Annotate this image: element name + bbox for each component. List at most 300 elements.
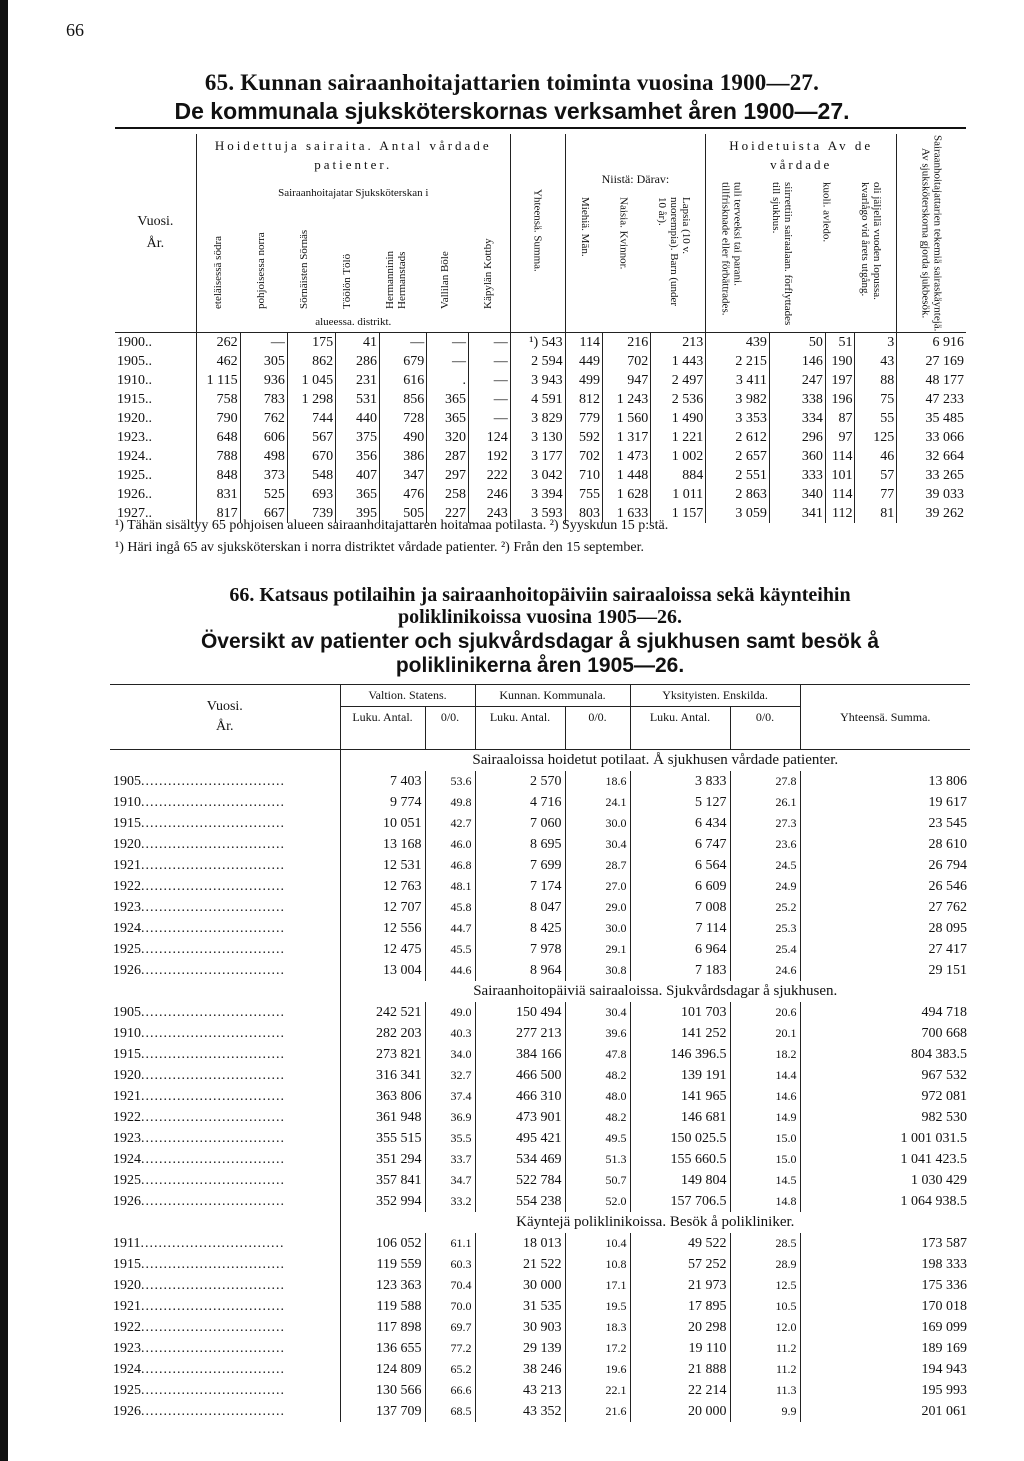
table-cell: 982 530	[921, 1110, 968, 1125]
t66-total-header: Yhteensä. Summa.	[840, 709, 931, 724]
table-cell: 1 473	[602, 447, 650, 466]
table-cell: 25.3	[730, 918, 800, 939]
table-cell: 439	[706, 333, 770, 353]
row-year	[110, 1044, 340, 1065]
table-cell: 47 233	[925, 392, 964, 407]
table-cell: 365	[427, 390, 469, 409]
table-cell: 466 500	[475, 1065, 565, 1086]
table-cell: 758	[196, 390, 240, 409]
table-cell: 407	[336, 466, 380, 485]
row-year: 1915..	[115, 390, 196, 409]
table-cell: 231	[336, 371, 380, 390]
table-cell: 1 317	[602, 428, 650, 447]
table-cell: 14.8	[730, 1191, 800, 1212]
leader-dots: ................................	[141, 816, 285, 831]
table-cell: 25.4	[730, 939, 800, 960]
table-cell: 30.0	[565, 813, 630, 834]
table66-row	[110, 1170, 970, 1191]
table-cell: 334	[769, 409, 825, 428]
table66-row	[110, 960, 970, 981]
leader-dots: ................................	[141, 1341, 285, 1356]
row-year	[110, 1317, 340, 1338]
row-year	[110, 876, 340, 897]
table65-row	[115, 485, 966, 504]
table-cell: 12 556	[340, 918, 425, 939]
table65-body	[115, 333, 966, 524]
table-cell: 1 221	[651, 428, 706, 447]
table-cell: 1 633	[602, 504, 650, 523]
table-cell: 23.6	[730, 834, 800, 855]
table-cell: 12.0	[730, 1317, 800, 1338]
table-cell: 44.6	[425, 960, 475, 981]
table-cell: 198 333	[921, 1257, 968, 1272]
table-cell: 34.0	[425, 1044, 475, 1065]
table-cell: 728	[380, 409, 427, 428]
row-year	[110, 1170, 340, 1191]
table-cell: 29.0	[565, 897, 630, 918]
table-cell: 36.9	[425, 1107, 475, 1128]
leader-dots: ................................	[141, 942, 285, 957]
outcome-header	[706, 134, 897, 333]
table-cell: 48.2	[565, 1065, 630, 1086]
row-year: 1920..	[115, 409, 196, 428]
table-cell: 10.4	[565, 1233, 630, 1254]
table-cell: 10 051	[340, 813, 425, 834]
table-cell: 1 011	[651, 485, 706, 504]
table-cell: 1 002	[651, 447, 706, 466]
table-cell: 606	[240, 428, 287, 447]
row-year: 1925..	[115, 466, 196, 485]
row-year-label: 1922	[113, 1320, 141, 1335]
table-cell: 68.5	[425, 1401, 475, 1422]
row-year-label: 1924	[113, 1152, 141, 1167]
leader-dots: ................................	[141, 774, 285, 789]
nurse-district-header	[196, 134, 510, 333]
table-cell: 2 570	[475, 771, 565, 792]
table-cell: 466 310	[475, 1086, 565, 1107]
table-cell: 23 545	[928, 816, 968, 831]
table-cell: 119 559	[340, 1254, 425, 1275]
leader-dots: ................................	[141, 1194, 285, 1209]
table-cell: —	[468, 352, 510, 371]
table-cell: 29.1	[565, 939, 630, 960]
table-cell: 14.5	[730, 1170, 800, 1191]
table-cell: 13 004	[340, 960, 425, 981]
row-year-label: 1921	[113, 1299, 141, 1314]
col-women: Naisia. Kvinnor.	[617, 197, 630, 270]
table-cell: 286	[336, 352, 380, 371]
table-cell: 340	[769, 485, 825, 504]
table-cell: 19 110	[630, 1338, 730, 1359]
table-cell: 679	[380, 352, 427, 371]
table-cell: 26 546	[928, 879, 968, 894]
table-cell: 8 964	[475, 960, 565, 981]
table-cell: 856	[380, 390, 427, 409]
table-cell: 88	[855, 371, 897, 390]
table-cell: 247	[769, 371, 825, 390]
t66-municipal-header: Kunnan. Kommunala.	[475, 685, 630, 707]
leader-dots: ................................	[141, 1026, 285, 1041]
table-cell: 53.6	[425, 771, 475, 792]
table-cell: 7 060	[475, 813, 565, 834]
table-cell: 43	[855, 352, 897, 371]
table-cell: 39 033	[925, 487, 964, 502]
table-cell: 2 594	[510, 352, 565, 371]
table-cell: 10.8	[565, 1254, 630, 1275]
district-columns	[197, 209, 510, 309]
table-cell: 12 531	[340, 855, 425, 876]
leader-dots: ................................	[141, 1278, 285, 1293]
table-cell: 779	[565, 409, 602, 428]
table66-row	[110, 1149, 970, 1170]
leader-dots: ................................	[141, 1383, 285, 1398]
table-cell: 762	[240, 409, 287, 428]
leader-dots: ................................	[141, 837, 285, 852]
region-footer-header: alueessa. distrikt.	[315, 316, 392, 328]
table-cell: 114	[565, 333, 602, 353]
table66-row	[110, 918, 970, 939]
table-cell: 141 252	[630, 1023, 730, 1044]
table-cell: 28.9	[730, 1254, 800, 1275]
t66-private-header: Yksityisten. Enskilda.	[630, 685, 800, 707]
table-cell: 29 151	[928, 963, 968, 978]
table-cell: 77	[855, 485, 897, 504]
row-year-label: 1905	[113, 1005, 141, 1020]
table-cell: 755	[565, 485, 602, 504]
table-cell: 75	[855, 390, 897, 409]
table-cell: 50.7	[565, 1170, 630, 1191]
table-cell: 7 008	[630, 897, 730, 918]
row-year-label: 1926	[113, 1194, 141, 1209]
table-cell: 6 434	[630, 813, 730, 834]
table66-row	[110, 792, 970, 813]
table-cell: —	[427, 352, 469, 371]
row-year-label: 1923	[113, 900, 141, 915]
t66-year-sv: År.	[216, 719, 234, 734]
table-cell: 45.8	[425, 897, 475, 918]
table-cell: 12 707	[340, 897, 425, 918]
table-cell: 338	[769, 390, 825, 409]
table-cell: 28.7	[565, 855, 630, 876]
table66-row	[110, 939, 970, 960]
table-cell: 1 448	[602, 466, 650, 485]
section-title: Sairaaloissa hoidetut potilaat. Å sjukhusen vårdade patienter.	[472, 752, 839, 768]
table-cell: 1 041 423.5	[900, 1152, 968, 1167]
leader-dots: ................................	[141, 1320, 285, 1335]
table-cell: 804 383.5	[911, 1047, 968, 1062]
table-cell: 52.0	[565, 1191, 630, 1212]
table-cell: —	[468, 390, 510, 409]
table-cell: 40.3	[425, 1023, 475, 1044]
leader-dots: ................................	[141, 1152, 285, 1167]
table-cell: 43 213	[475, 1380, 565, 1401]
row-year	[110, 1338, 340, 1359]
table-cell: 12 475	[340, 939, 425, 960]
table-cell: 9.9	[730, 1401, 800, 1422]
table-cell: 106 052	[340, 1233, 425, 1254]
table-cell: 967 532	[921, 1068, 968, 1083]
table-cell: 30.4	[565, 834, 630, 855]
table-cell: 297	[427, 466, 469, 485]
table-cell: 355 515	[340, 1128, 425, 1149]
table-cell: 49.8	[425, 792, 475, 813]
table-cell: 35.5	[425, 1128, 475, 1149]
table-cell: 57 252	[630, 1254, 730, 1275]
table66-row	[110, 1002, 970, 1023]
table-cell: ¹) 543	[510, 333, 565, 353]
table-cell: 48.1	[425, 876, 475, 897]
leader-dots: ................................	[141, 1089, 285, 1104]
leader-dots: ................................	[141, 1404, 285, 1419]
table-cell: 1 298	[287, 390, 335, 409]
table-cell: 462	[196, 352, 240, 371]
row-year	[110, 1296, 340, 1317]
col-south: eteläisessä södra	[212, 236, 225, 309]
table65-top-rule	[115, 127, 966, 129]
table-cell: 49 522	[630, 1233, 730, 1254]
table-cell: 30.4	[565, 1002, 630, 1023]
table-cell: 31 535	[475, 1296, 565, 1317]
table-cell: 216	[602, 333, 650, 353]
row-year-label: 1915	[113, 1047, 141, 1062]
row-year	[110, 1233, 340, 1254]
table66-row	[110, 1401, 970, 1422]
table-cell: 49.0	[425, 1002, 475, 1023]
table-cell: 213	[651, 333, 706, 353]
row-year	[110, 1065, 340, 1086]
table-cell: 2 536	[651, 390, 706, 409]
table-cell: 15.0	[730, 1128, 800, 1149]
table-cell: 20.1	[730, 1023, 800, 1044]
table-cell: 227	[427, 504, 469, 523]
table-cell: 3 593	[510, 504, 565, 523]
of-which-label: Niistä: Därav:	[601, 172, 670, 186]
table-cell: 195 993	[921, 1383, 968, 1398]
table-cell: 884	[651, 466, 706, 485]
table-cell: 47.8	[565, 1044, 630, 1065]
table-cell: 702	[565, 447, 602, 466]
table-cell: 440	[336, 409, 380, 428]
table-cell: 6 609	[630, 876, 730, 897]
row-year-label: 1911	[113, 1236, 141, 1251]
table-cell: 60.3	[425, 1254, 475, 1275]
table-cell: 157 706.5	[630, 1191, 730, 1212]
row-year	[110, 1002, 340, 1023]
table-cell: 6 747	[630, 834, 730, 855]
table66-row	[110, 1086, 970, 1107]
t66-state-pct: 0/0.	[425, 707, 475, 729]
table-cell: 77.2	[425, 1338, 475, 1359]
table-cell: 803	[565, 504, 602, 523]
table-cell: 11.2	[730, 1338, 800, 1359]
t66-mun-pct: 0/0.	[565, 707, 630, 729]
table-cell: 197	[825, 371, 855, 390]
table66-row	[110, 1359, 970, 1380]
of-which-columns	[566, 197, 706, 307]
table-cell: 170 018	[921, 1299, 968, 1314]
table-cell: 14.9	[730, 1107, 800, 1128]
table-cell: 28 610	[928, 837, 968, 852]
table66-row	[110, 834, 970, 855]
table-cell: 24.1	[565, 792, 630, 813]
table-cell: 20.6	[730, 1002, 800, 1023]
table-cell: 316 341	[340, 1065, 425, 1086]
row-year-label: 1920	[113, 1278, 141, 1293]
table-cell: —	[427, 333, 469, 353]
table-cell: 14.4	[730, 1065, 800, 1086]
table-cell: 20 000	[630, 1401, 730, 1422]
table65	[115, 134, 966, 523]
table-cell: 352 994	[340, 1191, 425, 1212]
row-year-label: 1922	[113, 1110, 141, 1125]
table-cell: 130 566	[340, 1380, 425, 1401]
section-title: Sairaanhoitopäiviä sairaaloissa. Sjukvårdsdagar å sjukhusen.	[473, 983, 838, 999]
year-header-fi: Vuosi.	[137, 214, 174, 229]
table66-row	[110, 1191, 970, 1212]
t66-state-number: Luku. Antal.	[340, 707, 425, 729]
table-cell: 1 560	[602, 409, 650, 428]
row-year	[110, 1191, 340, 1212]
table-cell: 548	[287, 466, 335, 485]
table-cell: 505	[380, 504, 427, 523]
table-cell: 169 099	[921, 1320, 968, 1335]
table-cell: 3 177	[510, 447, 565, 466]
table66-row	[110, 1128, 970, 1149]
col-remaining: oli jäljellä vuoden lopussa. kvarlågo vid årets utgång.	[858, 182, 883, 300]
table-cell: 28 095	[928, 921, 968, 936]
leader-dots: ................................	[141, 1110, 285, 1125]
table-cell: 17.2	[565, 1338, 630, 1359]
table-cell: 61.1	[425, 1233, 475, 1254]
table-cell: 194 943	[921, 1362, 968, 1377]
row-year	[110, 1359, 340, 1380]
table-cell: 175 336	[921, 1278, 968, 1293]
table-cell: 375	[336, 428, 380, 447]
table-cell: 43 352	[475, 1401, 565, 1422]
col-tolo: Töölön Tölö	[341, 253, 354, 309]
leader-dots: ................................	[141, 1362, 285, 1377]
row-year-label: 1925	[113, 1173, 141, 1188]
table-cell: 26 794	[928, 858, 968, 873]
table-cell: 667	[240, 504, 287, 523]
table-cell: 30.0	[565, 918, 630, 939]
t66-year-fi: Vuosi.	[206, 699, 243, 714]
table66-row	[110, 1380, 970, 1401]
table-cell: 11.3	[730, 1380, 800, 1401]
year-header-sv: År.	[146, 236, 165, 251]
table66	[110, 684, 970, 1422]
table65-row	[115, 333, 966, 353]
table-cell: 592	[565, 428, 602, 447]
table-cell: 22 214	[630, 1380, 730, 1401]
row-year-label: 1910	[113, 1026, 141, 1041]
outcome-columns	[706, 182, 896, 332]
table-cell: 525	[240, 485, 287, 504]
table-cell: 473 901	[475, 1107, 565, 1128]
t66-priv-pct: 0/0.	[730, 707, 800, 729]
table-cell: 44.7	[425, 918, 475, 939]
table-cell: 149 804	[630, 1170, 730, 1191]
table-cell: 1 243	[602, 390, 650, 409]
row-year	[110, 1254, 340, 1275]
col-kottby: Käpylän Kottby	[482, 238, 495, 309]
t66-state-header: Valtion. Statens.	[340, 685, 475, 707]
table-cell: 243	[468, 504, 510, 523]
col-north: pohjoisessa norra	[255, 232, 268, 309]
col-recovered: tuli terveeksi tai parani. tillfrisknade eller förbättrades.	[719, 182, 744, 316]
leader-dots: ................................	[141, 1068, 285, 1083]
table-cell: 648	[196, 428, 240, 447]
table-cell: 7 403	[340, 771, 425, 792]
table-cell: 744	[287, 409, 335, 428]
table-cell: 7 978	[475, 939, 565, 960]
table-cell: 189 169	[921, 1341, 968, 1356]
table-cell: 123 363	[340, 1275, 425, 1296]
table65-footnote-sv: ¹) Häri ingå 65 av sjuksköterskan i norra distriktet vårdade patienter. ²) Från den 15 september.	[115, 540, 644, 555]
row-year: 1923..	[115, 428, 196, 447]
col-sornas: Sörnäisten Sörnäs	[298, 229, 311, 309]
row-year-label: 1925	[113, 1383, 141, 1398]
table-cell: 693	[287, 485, 335, 504]
table-cell: 3 943	[510, 371, 565, 390]
table-cell: 333	[769, 466, 825, 485]
table-cell: 8 047	[475, 897, 565, 918]
t66-mun-number: Luku. Antal.	[475, 707, 565, 729]
table-cell: 3 130	[510, 428, 565, 447]
table-cell: 35 485	[925, 411, 964, 426]
table-cell: 710	[565, 466, 602, 485]
table-cell: 341	[769, 504, 825, 523]
table-cell: 357 841	[340, 1170, 425, 1191]
table-cell: 13 168	[340, 834, 425, 855]
col-bole: Vallilan Böle	[439, 251, 452, 309]
row-year: 1910..	[115, 371, 196, 390]
row-year-label: 1923	[113, 1131, 141, 1146]
col-children: Lapsia (10 v. nuorempia). Barn (under 10 år).	[655, 197, 692, 307]
table-cell: 39.6	[565, 1023, 630, 1044]
table-cell: 3 829	[510, 409, 565, 428]
table-cell: 69.7	[425, 1317, 475, 1338]
row-year	[110, 1149, 340, 1170]
table-cell: 114	[825, 447, 855, 466]
table-cell: —	[468, 409, 510, 428]
table-cell: 196	[825, 390, 855, 409]
table-cell: 66.6	[425, 1380, 475, 1401]
table66-title-fi-2: poliklinikoissa vuosina 1905—26.	[398, 606, 682, 628]
table-cell: 4 591	[510, 390, 565, 409]
leader-dots: ................................	[141, 900, 285, 915]
table-cell: 24.5	[730, 855, 800, 876]
row-year-label: 1923	[113, 1341, 141, 1356]
table65-title-sv: De kommunala sjuksköterskornas verksamhet åren 1900—27.	[174, 98, 850, 124]
table-cell: 305	[240, 352, 287, 371]
table-cell: 242 521	[340, 1002, 425, 1023]
row-year	[110, 855, 340, 876]
table-cell: 70.0	[425, 1296, 475, 1317]
treated-group-header: Hoidettuja sairaita. Antal vårdade patienter.	[214, 138, 492, 172]
table-cell: 2 657	[706, 447, 770, 466]
table-cell: 33.7	[425, 1149, 475, 1170]
table-cell: 26.1	[730, 792, 800, 813]
leader-dots: ................................	[141, 795, 285, 810]
table-cell: 12 763	[340, 876, 425, 897]
leader-dots: ................................	[141, 1047, 285, 1062]
table-cell: 49.5	[565, 1128, 630, 1149]
table-cell: 499	[565, 371, 602, 390]
table-cell: 20 298	[630, 1317, 730, 1338]
table-cell: 361 948	[340, 1107, 425, 1128]
table-cell: 81	[855, 504, 897, 523]
